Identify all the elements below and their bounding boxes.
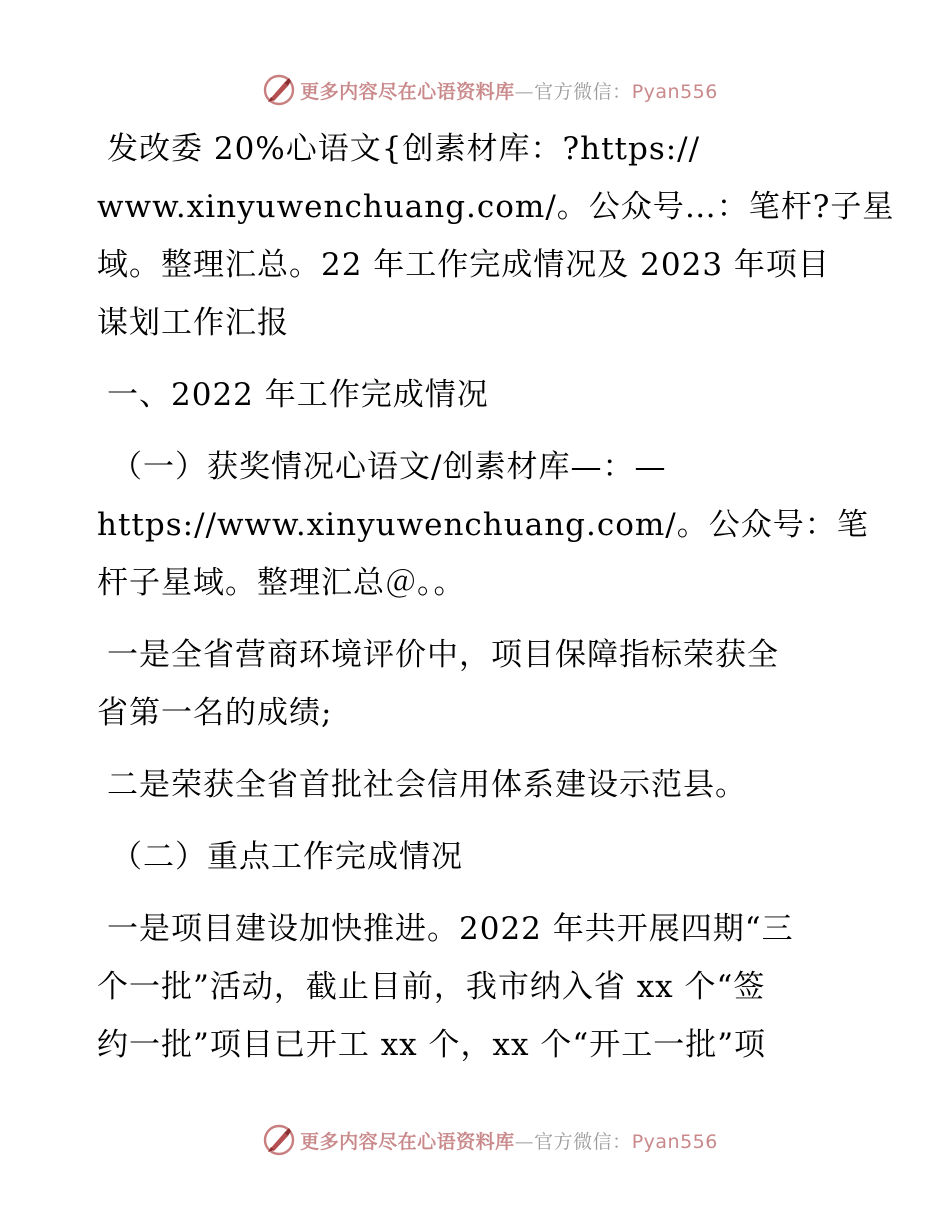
text-line: https://www.xinyuwenchuang.com/。公众号：笔	[97, 507, 869, 543]
banner-dash: —	[514, 1130, 535, 1153]
banner-official-label: 官方微信：	[534, 1130, 632, 1153]
text-line: 省第一名的成绩;	[97, 695, 333, 731]
document-body	[97, 120, 895, 1074]
text-line: 二是荣获全省首批社会信用体系建设示范县。	[107, 767, 747, 803]
text-line: 个一批”活动，截止目前，我市纳入省 xx 个“签	[97, 969, 766, 1005]
text-line: 域。整理汇总。22 年工作完成情况及 2023 年项目	[97, 247, 830, 283]
paragraph-project-construction	[97, 900, 857, 1074]
text-line: （二）重点工作完成情况	[111, 839, 463, 875]
text-line: 约一批”项目已开工 xx 个，xx 个“开工一批”项	[97, 1027, 767, 1063]
brush-logo-icon	[262, 1123, 296, 1157]
text-line: 杆子星域。整理汇总＠。。	[97, 565, 466, 601]
paragraph-award-1	[97, 626, 857, 742]
footer-banner	[0, 1120, 950, 1160]
banner-wechat-handle: Pyan556	[631, 1130, 718, 1153]
text-line: 谋划工作汇报	[97, 305, 289, 341]
subsection-key-work	[97, 828, 857, 886]
paragraph-title	[97, 120, 895, 352]
subsection-awards	[97, 438, 869, 612]
banner-text	[300, 1127, 718, 1154]
banner-main-text: 更多内容尽在心语资料库	[300, 1130, 515, 1153]
text-line: 一是项目建设加快推进。2022 年共开展四期“三	[107, 911, 794, 947]
text-line: 发改委 20%心语文{创素材库：?https://	[107, 131, 701, 167]
header-banner	[0, 70, 950, 110]
brush-logo-icon	[262, 73, 296, 107]
text-line: 一是全省营商环境评价中，项目保障指标荣获全	[107, 637, 779, 673]
text-line: （一）获奖情况心语文/创素材库—：—	[111, 449, 667, 485]
banner-official-label: 官方微信：	[534, 80, 632, 103]
banner-dash: —	[514, 80, 535, 103]
section-heading-1	[97, 366, 857, 424]
text-line: 一、2022 年工作完成情况	[107, 377, 489, 413]
banner-main-text: 更多内容尽在心语资料库	[300, 80, 515, 103]
text-line: www.xinyuwenchuang.com/。公众号…：笔杆?子星	[97, 189, 895, 225]
banner-text	[300, 77, 718, 104]
paragraph-award-2	[97, 756, 857, 814]
banner-wechat-handle: Pyan556	[631, 80, 718, 103]
